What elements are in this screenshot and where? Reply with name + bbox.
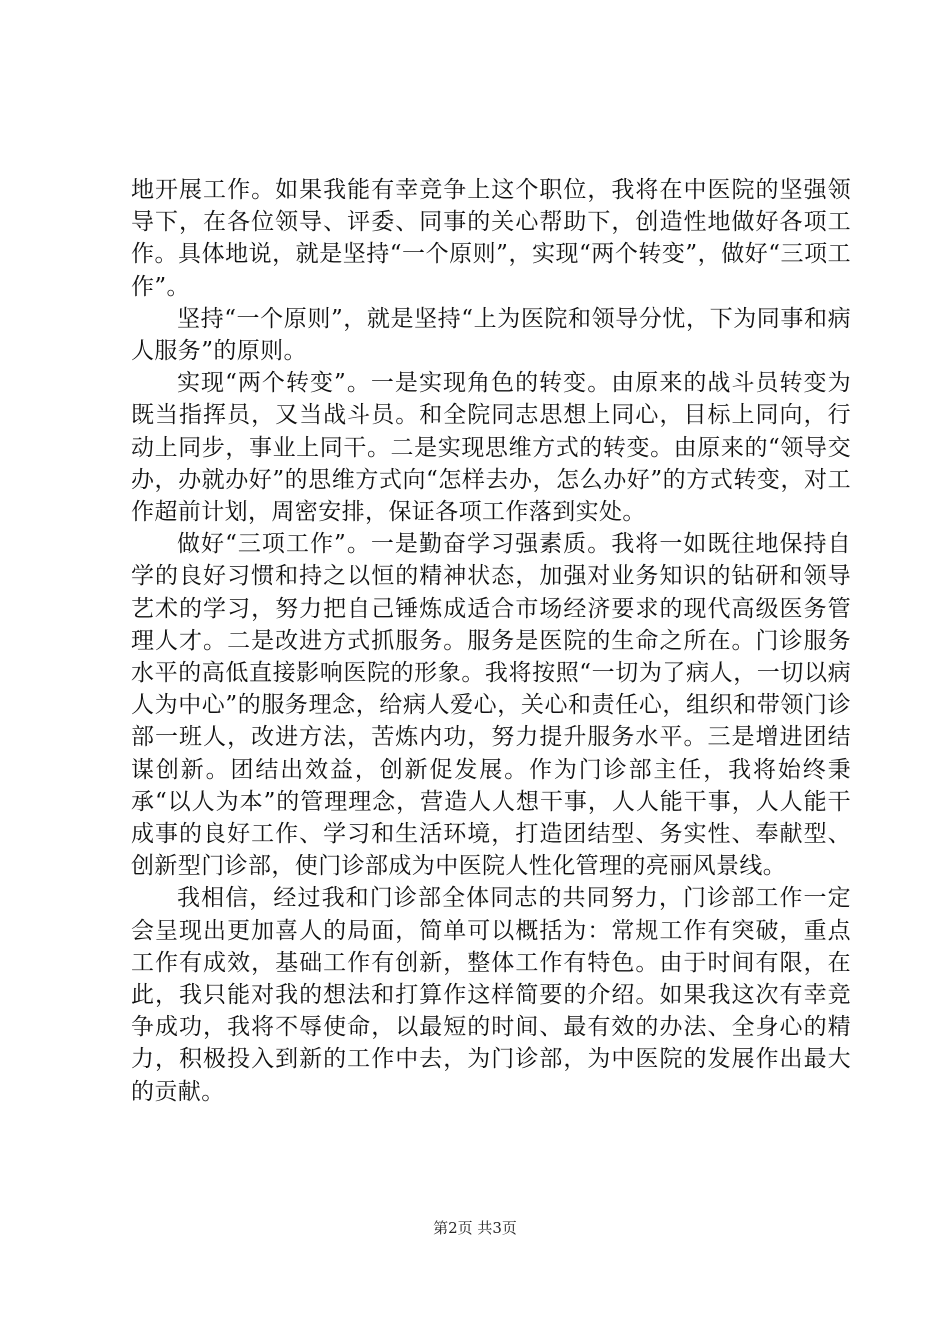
paragraph-4: 做好“三项工作”。一是勤奋学习强素质。我将一如既往地保持自学的良好习惯和持之以恒的精神状态，加强对业务知识的钻研和领导艺术的学习，努力把自己锤炼成适合市场经济要求的现代高级医务管理人才。二是改进方式抓服务。服务是医院的生命之所在。门诊服务水平的高低直接影响医院的形象。我将按照“一切为了病人，一切以病人为中心”的服务理念，给病人爱心，关心和责任心，组织和带领门诊部一班人，改进方法，苦炼内功，努力提升服务水平。三是增进团结谋创新。团结出效益，创新促发展。作为门诊部主任，我将始终秉承“以人为本”的管理理念，营造人人想干事，人人能干事，人人能干成事的良好工作、学习和生活环境，打造团结型、务实性、奉献型、创新型门诊部，使门诊部成为中医院人性化管理的亮丽风景线。 [131,531,851,880]
paragraph-1: 地开展工作。如果我能有幸竞争上这个职位，我将在中医院的坚强领导下，在各位领导、评委、同事的关心帮助下，创造性地做好各项工作。具体地说，就是坚持“一个原则”，实现“两个转变”，做好“三项工作”。 [131,177,851,300]
document-body [131,174,851,1108]
paragraph-2: 坚持“一个原则”，就是坚持“上为医院和领导分忧，下为同事和病人服务”的原则。 [131,305,851,365]
paragraph-3: 实现“两个转变”。一是实现角色的转变。由原来的战斗员转变为既当指挥员，又当战斗员。和全院同志思想上同心，目标上同向，行动上同步，事业上同干。二是实现思维方式的转变。由原来的“领导交办，办就办好”的思维方式向“怎样去办，怎么办好”的方式转变，对工作超前计划，周密安排，保证各项工作落到实处。 [131,370,851,526]
paragraph-5: 我相信，经过我和门诊部全体同志的共同努力，门诊部工作一定会呈现出更加喜人的局面，简单可以概括为：常规工作有突破，重点工作有成效，基础工作有创新，整体工作有特色。由于时间有限，在此，我只能对我的想法和打算作这样简要的介绍。如果我这次有幸竞争成功，我将不辱使命，以最短的时间、最有效的办法、全身心的精力，积极投入到新的工作中去，为门诊部，为中医院的发展作出最大的贡献。 [131,885,851,1105]
page-number-footer: 第2页 共3页 [433,1219,517,1237]
